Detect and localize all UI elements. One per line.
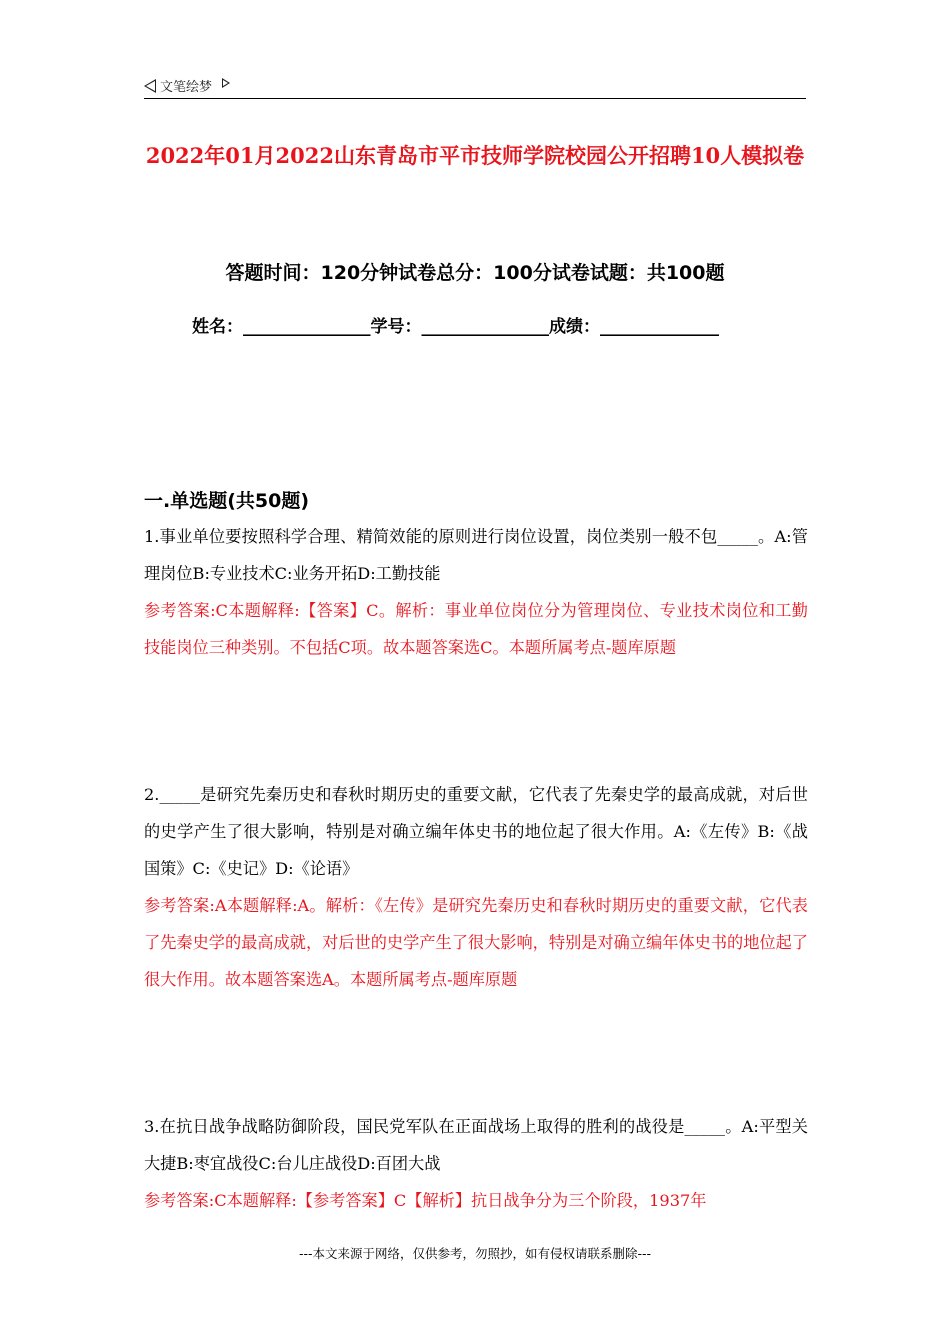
student-fields: 姓名：_______________学号：_______________成绩：______________ [192, 317, 719, 337]
brand [144, 76, 230, 95]
question-1 [144, 518, 808, 666]
triangle-right-icon [222, 78, 230, 88]
question-answer: 参考答案:C本题解释:【参考答案】C【解析】抗日战争分为三个阶段，1937年 [144, 1191, 707, 1210]
triangle-left-icon [144, 79, 156, 93]
page-footer: ---本文来源于网络，仅供参考，勿照抄，如有侵权请联系删除--- [298, 1246, 652, 1261]
question-answer: 参考答案:C本题解释:【答案】C。解析：事业单位岗位分为管理岗位、专业技术岗位和工勤技能岗位三种类别。不包括C项。故本题答案选C。本题所属考点-题库原题 [144, 601, 808, 657]
question-text: 1.事业单位要按照科学合理、精简效能的原则进行岗位设置，岗位类别一般不包_____。A:管理岗位B:专业技术C:业务开拓D:工勤技能 [144, 527, 808, 583]
question-answer: 参考答案:A本题解释:A。解析：《左传》是研究先秦历史和春秋时期历史的重要文献，它代表了先秦史学的最高成就，对后世的史学产生了很大影响，特别是对确立编年体史书的地位起了很大作用。故本题答案选A。本题所属考点-题库原题 [144, 896, 808, 989]
question-text: 2._____是研究先秦历史和春秋时期历史的重要文献，它代表了先秦史学的最高成就，对后世的史学产生了很大影响，特别是对确立编年体史书的地位起了很大作用。A:《左传》B:《战国策》C:《史记》D:《论语》 [144, 785, 808, 878]
question-3 [144, 1108, 808, 1219]
section-heading: 一.单选题(共50题) [144, 490, 310, 512]
exam-meta: 答题时间：120分钟试卷总分：100分试卷试题：共100题 [225, 262, 725, 284]
page-header [144, 72, 806, 99]
question-text: 3.在抗日战争战略防御阶段，国民党军队在正面战场上取得的胜利的战役是_____。A:平型关大捷B:枣宜战役C:台儿庄战役D:百团大战 [144, 1117, 808, 1173]
question-2 [144, 776, 808, 998]
brand-label: 文笔绘梦 [160, 80, 213, 95]
document-title: 2022年01月2022山东青岛市平市技师学院校园公开招聘10人模拟卷 [145, 143, 805, 168]
